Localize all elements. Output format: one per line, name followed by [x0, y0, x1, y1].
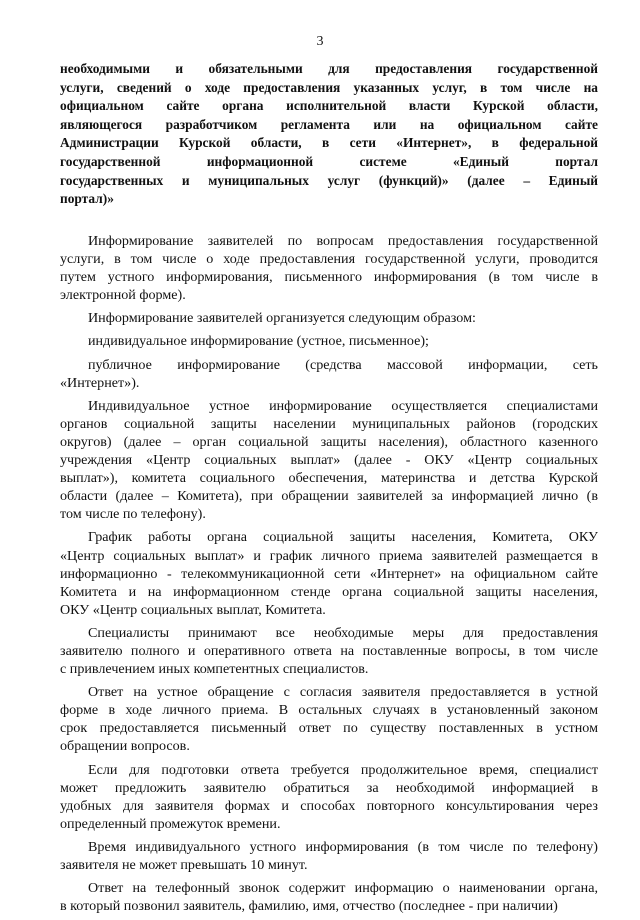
paragraph-line: электронной форме).: [60, 287, 186, 304]
page-number: 3: [316, 34, 324, 49]
paragraph-line: Время индивидуального устного информирования (в том числе по телефону): [88, 838, 598, 855]
paragraph-line: Ответ на телефонный звонок содержит информацию о наименовании органа,: [88, 880, 598, 897]
paragraph-line: определенный промежуток времени.: [60, 815, 281, 832]
paragraph-line: заявителю полного и оперативного ответа на поставленные вопросы, в том числе: [60, 642, 598, 659]
paragraph-line: «Центр социальных выплат» и график личного приема заявителей размещается в: [60, 547, 598, 564]
heading-line: необходимыми и обязательными для предоставления государственной: [60, 61, 598, 76]
paragraph-line: Ответ на устное обращение с согласия заявителя предоставляется в устной: [88, 684, 598, 701]
paragraph-line: форме в ходе личного приема. В остальных случаях в установленный законом: [60, 702, 598, 719]
heading-line: являющегося разработчиком регламента или на официальном сайте: [60, 116, 598, 132]
paragraph: [60, 332, 598, 350]
paragraph-line: обращении вопросов.: [60, 738, 190, 755]
paragraph-line: выплат»), комитета социального обеспечения, материнства и детства Курской: [60, 470, 598, 487]
paragraph-line: Индивидуальное устное информирование осуществляется специалистами: [88, 397, 598, 414]
document-body: [60, 232, 598, 920]
paragraph-line: ОКУ «Центр социальных выплат, Комитета.: [60, 601, 326, 618]
paragraph-line: публичное информирование (средства массовой информации, сеть: [88, 356, 598, 373]
paragraph: [60, 309, 598, 327]
heading-line: государственной информационной системе «Единый портал: [60, 153, 598, 169]
paragraph: [60, 528, 598, 618]
paragraph-line: путем устного информирования, письменного информирования (в том числе в: [60, 269, 598, 286]
paragraph: [60, 838, 598, 874]
paragraph-line: удобных для заявителя формах и способах повторного консультирования через: [60, 797, 598, 814]
paragraph-line: Если для подготовки ответа требуется продолжительное время, специалист: [88, 761, 598, 778]
paragraph-line: Специалисты принимают все необходимые меры для предоставления: [88, 624, 598, 641]
paragraph: [60, 761, 598, 833]
heading-line: Администрации Курской области, в сети «Интернет», в федеральной: [60, 135, 598, 151]
heading-line: портал)»: [60, 191, 114, 207]
paragraph-line: том числе по телефону).: [60, 506, 206, 523]
paragraph-line: органов социальной защиты населении муниципальных районов (городских: [60, 415, 598, 432]
paragraph-line: заявителя не может превышать 10 минут.: [60, 857, 308, 873]
paragraph: [60, 356, 598, 392]
paragraph-line: Комитета и на информационном стенде органа социальной защиты населения,: [60, 583, 598, 600]
paragraph-line: Информирование заявителей организуется следующим образом:: [88, 310, 476, 327]
heading-line: услуги, сведений о ходе предоставления указанных услуг, в том числе на: [60, 79, 598, 95]
paragraph-line: учреждения «Центр социальных выплат» (далее - ОКУ «Центр социальных: [60, 452, 598, 469]
paragraph: [60, 683, 598, 755]
paragraph-line: округов) (далее – орган социальной защиты населения), областного казенного: [60, 433, 598, 450]
paragraph: [60, 397, 598, 524]
paragraph-line: в который позвонил заявитель, фамилию, имя, отчество (последнее - при наличии): [60, 898, 558, 915]
paragraph-line: области (далее – Комитета), при обращении заявителей за информацией лично (в: [60, 488, 598, 505]
section-heading: [60, 60, 598, 209]
paragraph-line: Информирование заявителей по вопросам предоставления государственной: [88, 233, 598, 249]
heading-line: официальном сайте органа исполнительной власти Курской области,: [60, 98, 598, 114]
paragraph-line: индивидуальное информирование (устное, письменное);: [88, 333, 429, 350]
paragraph: [60, 624, 598, 678]
paragraph-line: с привлечением иных компетентных специалистов.: [60, 661, 369, 678]
paragraph: [60, 232, 598, 304]
paragraph: [60, 879, 598, 915]
paragraph-line: срок предоставляется письменный ответ по существу поставленных в устном: [60, 720, 598, 737]
paragraph-line: информационно - телекоммуникационной сети «Интернет» на официальном сайте: [60, 565, 598, 582]
paragraph-line: «Интернет»).: [60, 374, 140, 391]
heading-line: государственных и муниципальных услуг (функций)» (далее – Единый: [60, 172, 598, 188]
paragraph-line: может предложить заявителю обратиться за необходимой информацией в: [60, 779, 598, 796]
paragraph-line: услуги, в том числе о ходе предоставления государственной услуги, проводится: [60, 251, 598, 268]
paragraph-line: График работы органа социальной защиты населения, Комитета, ОКУ: [88, 529, 598, 546]
